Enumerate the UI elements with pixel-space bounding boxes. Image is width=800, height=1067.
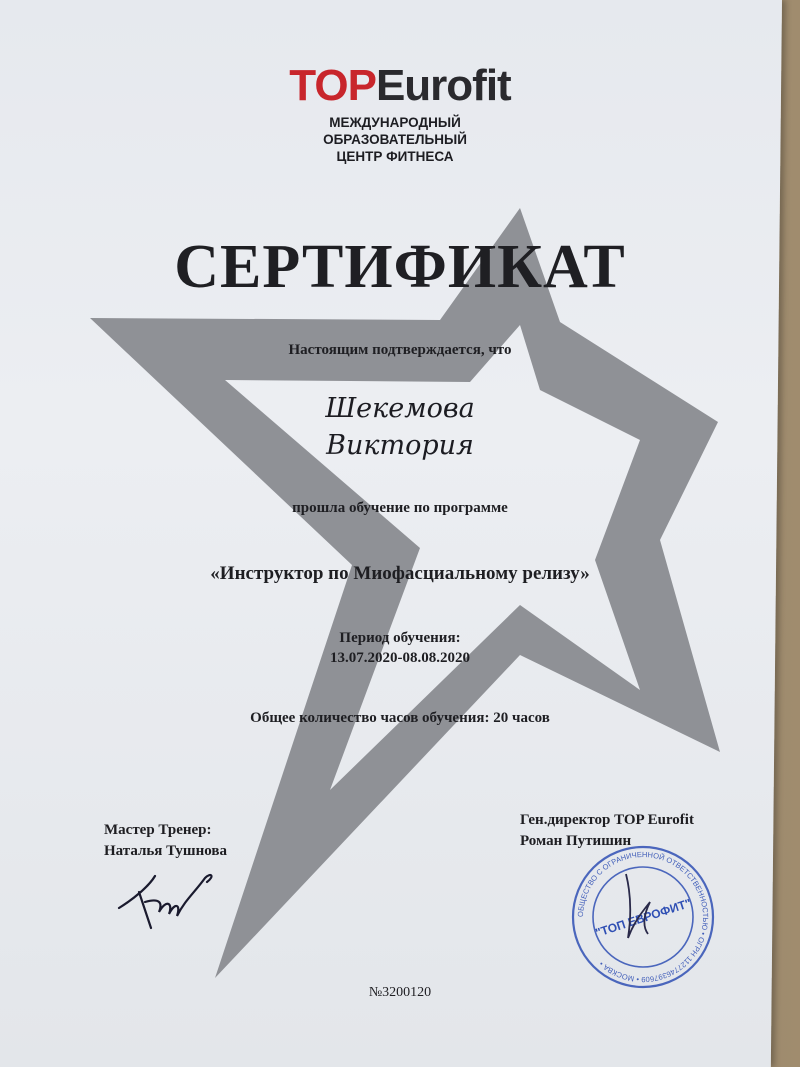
company-stamp [568,842,718,992]
intro-text: Настоящим подтверждается, что [288,342,512,358]
logo-part-eurofit: Eurofit [375,61,511,110]
total-hours: Общее количество часов обучения: 20 часов [250,710,550,726]
org-line-1: МЕЖДУНАРОДНЫЙ [329,115,461,130]
director-name: Роман Путишин [520,833,632,849]
program-intro: прошла обучение по программе [292,500,508,516]
brand-logo [0,62,800,110]
program-title: «Инструктор по Миофасциальному релизу» [210,563,590,584]
org-line-2: ОБРАЗОВАТЕЛЬНЫЙ [323,132,467,147]
period-dates: 13.07.2020-08.08.2020 [330,650,470,666]
certificate-number: №3200120 [368,985,432,1000]
stamp-center-text: "ТОП ЕВРОФИТ" [593,895,693,941]
recipient-name: Виктория [326,430,474,461]
trainer-signature [115,868,225,938]
logo-part-top: TOP [289,61,376,110]
stamp-ring-text: ОБЩЕСТВО С ОГРАНИЧЕННОЙ ОТВЕТСТВЕННОСТЬЮ • ОГРН 1127746397609 • МОСКВА • [575,849,711,985]
certificate-title: СЕРТИФИКАТ [174,233,626,301]
director-signature [626,874,650,938]
trainer-name: Наталья Тушнова [104,843,227,859]
director-role: Ген.директор TOP Eurofit [520,812,694,828]
org-line-3: ЦЕНТР ФИТНЕСА [336,149,454,164]
period-label: Период обучения: [339,630,461,646]
trainer-block [104,820,227,862]
trainer-role: Мастер Тренер: [104,822,212,838]
recipient-surname: Шекемова [325,393,475,424]
